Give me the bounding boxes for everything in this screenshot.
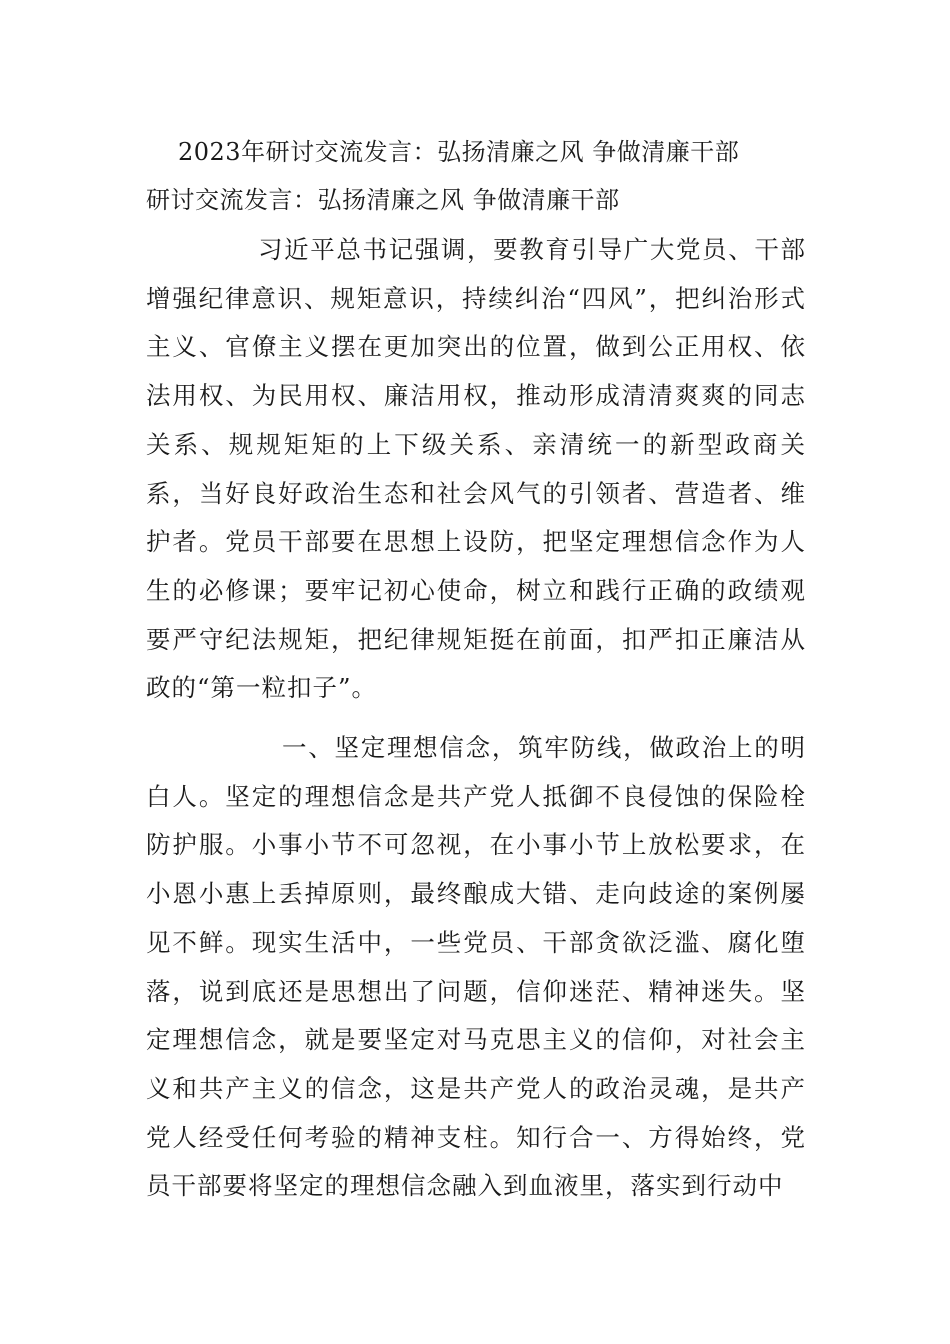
body-paragraph: 习近平总书记强调，要教育引导广大党员、干部增强纪律意识、规矩意识，持续纠治“四风”，把纠治形式主义、官僚主义摆在更加突出的位置，做到公正用权、依法用权、为民用权、廉洁用权，推动形成清清爽爽的同志关系、规规矩矩的上下级关系、亲清统一的新型政商关系，当好良好政治生态和社会风气的引领者、营造者、维护者。党员干部要在思想上设防，把坚定理想信念作为人生的必修课；要牢记初心使命，树立和践行正确的政绩观要严守纪法规矩，把纪律规矩挺在前面，扣严扣正廉洁从政的“第一粒扣子”。 bbox=[146, 235, 806, 703]
document-title: 2023年研讨交流发言：弘扬清廉之风 争做清廉干部 bbox=[178, 138, 740, 166]
body-paragraph: 一、坚定理想信念，筑牢防线，做政治上的明白人。坚定的理想信念是共产党人抵御不良侵蚀的保险栓防护服。小事小节不可忽视，在小事小节上放松要求，在小恩小惠上丢掉原则，最终酿成大错、走向歧途的案例屡见不鲜。现实生活中，一些党员、干部贪欲泛滥、腐化堕落，说到底还是思想出了问题，信仰迷茫、精神迷失。坚定理想信念，就是要坚定对马克思主义的信仰，对社会主义和共产主义的信念，这是共产党人的政治灵魂，是共产党人经受任何考验的精神支柱。知行合一、方得始终，党员干部要将坚定的理想信念融入到血液里，落实到行动中 bbox=[146, 733, 806, 1201]
document-subtitle: 研讨交流发言：弘扬清廉之风 争做清廉干部 bbox=[146, 186, 620, 214]
